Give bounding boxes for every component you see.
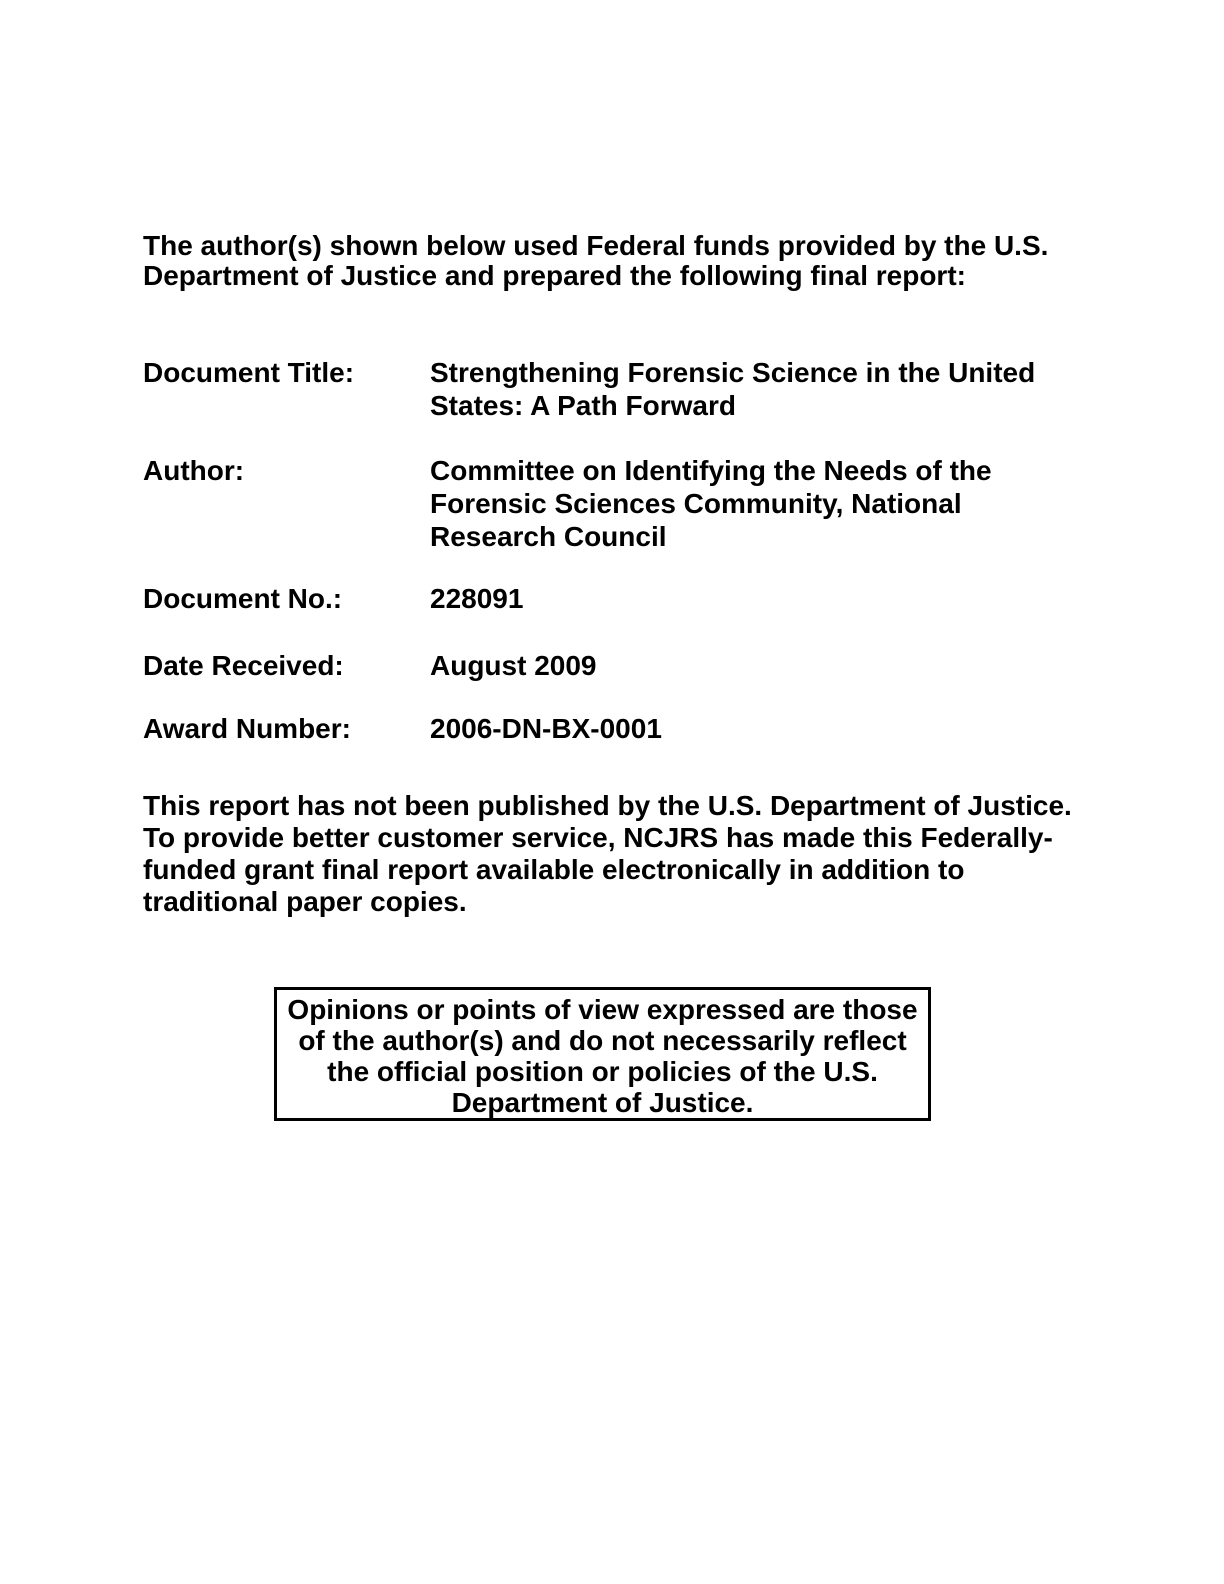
field-label-author: Author: [143, 455, 245, 486]
field-value-author: Committee on Identifying the Needs of the Forensic Sciences Community, National Research Council [430, 455, 992, 552]
field-label-award-number: Award Number: [143, 713, 351, 744]
field-value-date-received: August 2009 [430, 650, 597, 681]
availability-note: This report has not been published by the U.S. Department of Justice. To provide better customer service, NCJRS has made this Federally- funded grant final report available electronically in addition to traditional paper copies. [143, 790, 1072, 917]
field-value-document-no: 228091 [430, 583, 524, 614]
field-value-document-title: Strengthening Forensic Science in the United States: A Path Forward [430, 357, 1036, 421]
disclaimer-box: Opinions or points of view expressed are those of the author(s) and do not necessarily reflect the official position or policies of the U.S. Department of Justice. [274, 987, 931, 1121]
field-label-document-title: Document Title: [143, 357, 355, 388]
field-value-award-number: 2006-DN-BX-0001 [430, 713, 662, 744]
intro-paragraph: The author(s) shown below used Federal funds provided by the U.S. Department of Justice and prepared the following final report: [143, 230, 1049, 291]
field-label-document-no: Document No.: [143, 583, 343, 614]
field-label-date-received: Date Received: [143, 650, 344, 681]
